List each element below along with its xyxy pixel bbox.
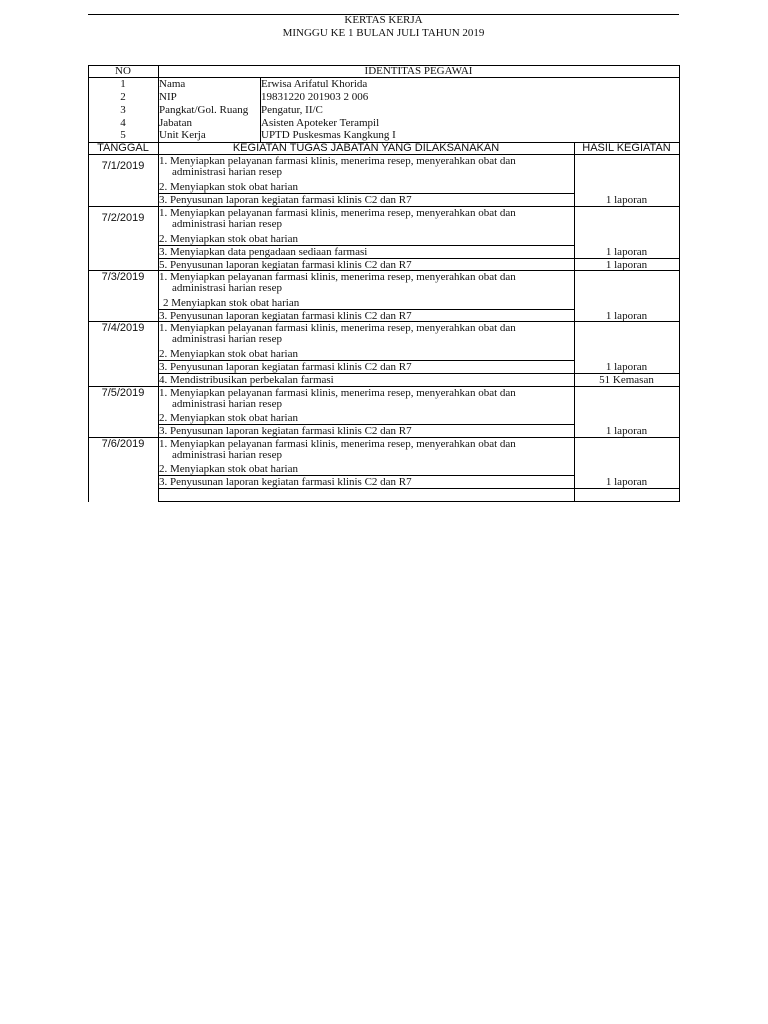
activity-result: 1 laporan <box>605 310 648 322</box>
identity-row-field: NIP <box>159 91 177 103</box>
activity-line: 2. Menyiapkan stok obat harian <box>159 463 298 475</box>
identity-row-value: Pengatur, II/C <box>261 104 323 116</box>
activity-line: 5. Penyusunan laporan kegiatan farmasi klinis C2 dan R7 <box>159 259 412 271</box>
activity-result: 1 laporan <box>605 361 648 373</box>
activity-date: 7/3/2019 <box>101 271 145 283</box>
activity-result: 1 laporan <box>605 194 648 206</box>
identity-row-no: 1 <box>120 78 126 90</box>
identity-row-no: 5 <box>120 129 126 141</box>
identity-row-field: Pangkat/Gol. Ruang <box>159 104 249 116</box>
document-title: KERTAS KERJA <box>344 14 423 26</box>
activity-result: 1 laporan <box>605 246 648 258</box>
activity-line: 3. Penyusunan laporan kegiatan farmasi klinis C2 dan R7 <box>159 425 412 437</box>
activity-date: 7/2/2019 <box>101 212 145 224</box>
activity-date: 7/5/2019 <box>101 387 145 399</box>
activity-line: 2 Menyiapkan stok obat harian <box>163 297 300 309</box>
activity-date: 7/4/2019 <box>101 322 145 334</box>
activity-result: 1 laporan <box>605 476 648 488</box>
activity-line: 1. Menyiapkan pelayanan farmasi klinis, menerima resep, menyerahkan obat dan <box>159 438 516 450</box>
activity-line: 2. Menyiapkan stok obat harian <box>159 412 298 424</box>
activity-result: 1 laporan <box>605 425 648 437</box>
activity-line: 1. Menyiapkan pelayanan farmasi klinis, menerima resep, menyerahkan obat dan <box>159 207 516 219</box>
activity-line: 1. Menyiapkan pelayanan farmasi klinis, menerima resep, menyerahkan obat dan <box>159 155 516 167</box>
identity-row-field: Nama <box>159 78 186 90</box>
activity-header-result: HASIL KEGIATAN <box>582 142 671 154</box>
activity-line: administrasi harian resep <box>172 166 282 178</box>
identity-header-no: NO <box>115 65 131 77</box>
activity-line: 2. Menyiapkan stok obat harian <box>159 233 298 245</box>
identity-row-no: 3 <box>120 104 126 116</box>
activity-line: administrasi harian resep <box>172 333 282 345</box>
document-subtitle: MINGGU KE 1 BULAN JULI TAHUN 2019 <box>282 27 485 39</box>
activity-line: administrasi harian resep <box>172 449 282 461</box>
activity-line: 3. Penyusunan laporan kegiatan farmasi klinis C2 dan R7 <box>159 194 412 206</box>
activity-line: administrasi harian resep <box>172 218 282 230</box>
identity-row-no: 4 <box>120 117 126 129</box>
identity-row-value: 19831220 201903 2 006 <box>261 91 369 103</box>
activity-line: 2. Menyiapkan stok obat harian <box>159 181 298 193</box>
identity-row-value: UPTD Puskesmas Kangkung I <box>261 129 396 141</box>
activity-line: 3. Penyusunan laporan kegiatan farmasi klinis C2 dan R7 <box>159 476 412 488</box>
identity-row-value: Asisten Apoteker Terampil <box>261 117 380 129</box>
activity-line: administrasi harian resep <box>172 282 282 294</box>
activity-line: 3. Penyusunan laporan kegiatan farmasi klinis C2 dan R7 <box>159 361 412 373</box>
activity-line: administrasi harian resep <box>172 398 282 410</box>
identity-row-value: Erwisa Arifatul Khorida <box>261 78 368 90</box>
activity-header-activity: KEGIATAN TUGAS JABATAN YANG DILAKSANAKAN <box>232 142 500 154</box>
activity-date: 7/1/2019 <box>101 160 145 172</box>
identity-row-field: Jabatan <box>159 117 192 129</box>
identity-header-title: IDENTITAS PEGAWAI <box>364 65 473 77</box>
activity-line: 4. Mendistribusikan perbekalan farmasi <box>159 374 334 386</box>
activity-result: 51 Kemasan <box>599 374 654 386</box>
activity-date: 7/6/2019 <box>101 438 145 450</box>
activity-header-date: TANGGAL <box>97 142 149 154</box>
identity-row-field: Unit Kerja <box>159 129 206 141</box>
activity-line: 1. Menyiapkan pelayanan farmasi klinis, menerima resep, menyerahkan obat dan <box>159 271 516 283</box>
activity-result: 1 laporan <box>605 259 648 271</box>
activity-line: 1. Menyiapkan pelayanan farmasi klinis, menerima resep, menyerahkan obat dan <box>159 322 516 334</box>
activity-line: 1. Menyiapkan pelayanan farmasi klinis, menerima resep, menyerahkan obat dan <box>159 387 516 399</box>
activity-line: 3. Menyiapkan data pengadaan sediaan farmasi <box>159 246 368 258</box>
identity-row-no: 2 <box>120 91 126 103</box>
activity-line: 3. Penyusunan laporan kegiatan farmasi klinis C2 dan R7 <box>159 310 412 322</box>
activity-line: 2. Menyiapkan stok obat harian <box>159 348 298 360</box>
